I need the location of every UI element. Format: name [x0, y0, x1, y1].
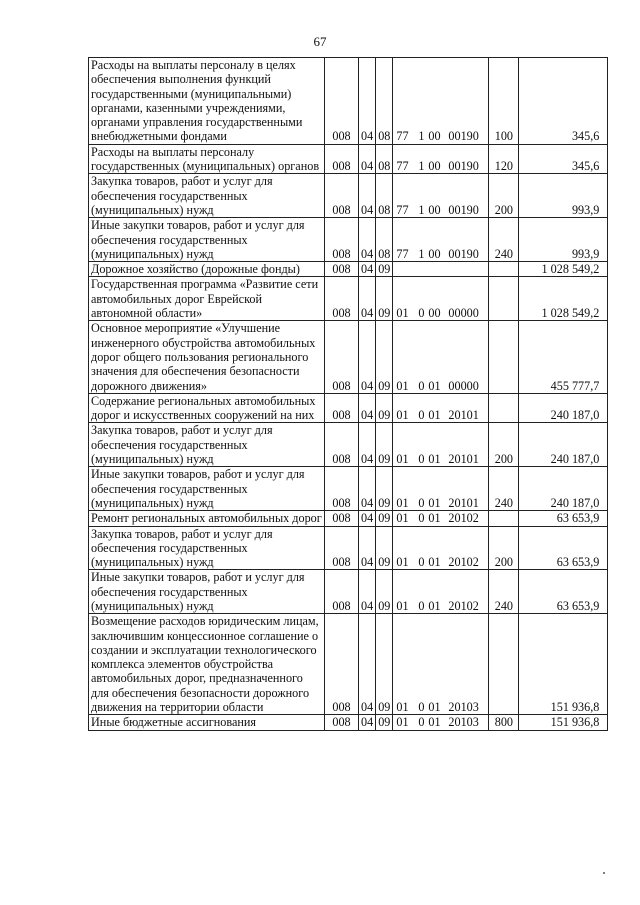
code-expense-type — [489, 277, 519, 321]
target-article-part: 01 — [396, 306, 409, 321]
target-article-part: 0 — [418, 555, 425, 570]
target-article-part: 0 — [418, 495, 425, 510]
code-expense-type: 200 — [489, 423, 519, 467]
code-section: 04 — [359, 277, 376, 321]
code-target-article — [393, 218, 489, 262]
row-amount: 63 653,9 — [519, 570, 608, 614]
table-row — [89, 262, 608, 277]
code-grbs: 008 — [325, 144, 359, 174]
row-amount: 151 936,8 — [519, 715, 608, 730]
target-article-part: 00 — [428, 306, 441, 321]
code-section: 04 — [359, 144, 376, 174]
target-article-part: 1 — [418, 246, 425, 261]
code-target-article — [393, 526, 489, 570]
code-section: 04 — [359, 511, 376, 526]
code-section: 04 — [359, 423, 376, 467]
target-article-part: 01 — [428, 378, 441, 393]
code-grbs: 008 — [325, 321, 359, 393]
scan-speck — [603, 872, 605, 874]
target-article-part: 0 — [418, 700, 425, 715]
code-section: 04 — [359, 467, 376, 511]
target-article-part: 20102 — [448, 511, 479, 526]
target-article-part: 00 — [428, 246, 441, 261]
target-article-part: 0 — [418, 306, 425, 321]
code-expense-type — [489, 511, 519, 526]
code-section: 04 — [359, 526, 376, 570]
code-section: 04 — [359, 262, 376, 277]
code-section: 04 — [359, 715, 376, 730]
code-target-article — [393, 511, 489, 526]
page-number: 67 — [313, 34, 327, 49]
target-article-part: 01 — [396, 495, 409, 510]
code-target-article — [393, 321, 489, 393]
code-subsection: 09 — [376, 614, 393, 715]
code-expense-type: 240 — [489, 218, 519, 262]
row-amount: 63 653,9 — [519, 511, 608, 526]
target-article-part: 01 — [428, 452, 441, 467]
target-article-part: 20103 — [448, 715, 479, 730]
code-subsection: 08 — [376, 58, 393, 145]
target-article-part: 01 — [428, 495, 441, 510]
target-article-part: 01 — [396, 555, 409, 570]
code-section: 04 — [359, 570, 376, 614]
code-section: 04 — [359, 174, 376, 218]
target-article-part: 00 — [428, 159, 441, 174]
table-row — [89, 526, 608, 570]
target-article-part: 01 — [396, 378, 409, 393]
row-name: Содержание региональных автомобильных дорог и искусственных сооружений на них — [89, 393, 325, 423]
code-expense-type: 800 — [489, 715, 519, 730]
code-target-article — [393, 174, 489, 218]
target-article-part: 20101 — [448, 495, 479, 510]
code-target-article — [393, 423, 489, 467]
row-amount: 1 028 549,2 — [519, 277, 608, 321]
target-article-part: 77 — [396, 202, 409, 217]
target-article-part: 01 — [396, 700, 409, 715]
target-article-part: 77 — [396, 159, 409, 174]
code-expense-type: 240 — [489, 570, 519, 614]
table-row — [89, 614, 608, 715]
row-name: Иные закупки товаров, работ и услуг для обеспечения государственных (муниципальных) нужд — [89, 570, 325, 614]
code-target-article — [393, 570, 489, 614]
target-article-part: 01 — [396, 511, 409, 526]
code-expense-type: 100 — [489, 58, 519, 145]
row-name: Расходы на выплаты персоналу государственных (муниципальных) органов — [89, 144, 325, 174]
table-row — [89, 570, 608, 614]
code-expense-type: 200 — [489, 526, 519, 570]
row-amount: 345,6 — [519, 58, 608, 145]
target-article-part: 1 — [418, 159, 425, 174]
row-amount: 455 777,7 — [519, 321, 608, 393]
target-article-part: 0 — [418, 715, 425, 730]
code-expense-type — [489, 614, 519, 715]
target-article-part: 01 — [428, 598, 441, 613]
code-grbs: 008 — [325, 58, 359, 145]
table-row — [89, 393, 608, 423]
row-name: Государственная программа «Развитие сети автомобильных дорог Еврейской автономной области» — [89, 277, 325, 321]
target-article-part: 0 — [418, 452, 425, 467]
code-expense-type: 200 — [489, 174, 519, 218]
row-name: Расходы на выплаты персоналу в целях обеспечения выполнения функций государственными (муниципальными) органами, казенными учреждениями, органами управления государственными внебюджетными фондами — [89, 58, 325, 145]
row-name: Закупка товаров, работ и услуг для обеспечения государственных (муниципальных) нужд — [89, 423, 325, 467]
target-article-part: 00000 — [448, 378, 479, 393]
target-article-part: 00190 — [448, 159, 479, 174]
code-subsection: 08 — [376, 144, 393, 174]
target-article-part: 01 — [428, 700, 441, 715]
table-row — [89, 511, 608, 526]
code-grbs: 008 — [325, 614, 359, 715]
code-subsection: 08 — [376, 218, 393, 262]
row-amount: 151 936,8 — [519, 614, 608, 715]
row-amount: 240 187,0 — [519, 393, 608, 423]
row-name: Ремонт региональных автомобильных дорог — [89, 511, 325, 526]
target-article-part: 20102 — [448, 555, 479, 570]
code-grbs: 008 — [325, 570, 359, 614]
row-name: Основное мероприятие «Улучшение инженерного обустройства автомобильных дорог общего пользования регионального значения для обеспечения безопасности дорожного движения» — [89, 321, 325, 393]
row-name: Дорожное хозяйство (дорожные фонды) — [89, 262, 325, 277]
code-grbs: 008 — [325, 467, 359, 511]
target-article-part: 01 — [396, 715, 409, 730]
code-expense-type: 240 — [489, 467, 519, 511]
target-article-part: 01 — [396, 408, 409, 423]
code-grbs: 008 — [325, 218, 359, 262]
code-expense-type: 120 — [489, 144, 519, 174]
code-expense-type — [489, 393, 519, 423]
row-name: Иные бюджетные ассигнования — [89, 715, 325, 730]
code-grbs: 008 — [325, 511, 359, 526]
code-subsection: 09 — [376, 262, 393, 277]
code-subsection: 09 — [376, 277, 393, 321]
code-subsection: 09 — [376, 467, 393, 511]
code-subsection: 09 — [376, 393, 393, 423]
row-amount: 1 028 549,2 — [519, 262, 608, 277]
table-row — [89, 218, 608, 262]
target-article-part: 00190 — [448, 246, 479, 261]
row-name: Иные закупки товаров, работ и услуг для обеспечения государственных (муниципальных) нужд — [89, 467, 325, 511]
target-article-part: 00190 — [448, 129, 479, 144]
code-grbs: 008 — [325, 393, 359, 423]
target-article-part: 01 — [428, 408, 441, 423]
table-row — [89, 321, 608, 393]
target-article-part: 77 — [396, 246, 409, 261]
code-grbs: 008 — [325, 715, 359, 730]
code-section: 04 — [359, 393, 376, 423]
budget-table — [88, 57, 608, 731]
code-target-article — [393, 277, 489, 321]
target-article-part: 00 — [428, 202, 441, 217]
row-amount: 240 187,0 — [519, 423, 608, 467]
code-subsection: 09 — [376, 321, 393, 393]
target-article-part: 01 — [428, 715, 441, 730]
code-subsection: 09 — [376, 526, 393, 570]
code-section: 04 — [359, 218, 376, 262]
code-target-article — [393, 715, 489, 730]
code-target-article — [393, 58, 489, 145]
row-name: Возмещение расходов юридическим лицам, заключившим концессионное соглашение о создании и эксплуатации технологического комплекса элементов обустройства автомобильных дорог, предназначенного для обеспечения безопасности дорожного движения на территории области — [89, 614, 325, 715]
row-name: Закупка товаров, работ и услуг для обеспечения государственных (муниципальных) нужд — [89, 526, 325, 570]
code-target-article — [393, 262, 489, 277]
target-article-part: 0 — [418, 408, 425, 423]
table-row — [89, 423, 608, 467]
code-section: 04 — [359, 58, 376, 145]
code-grbs: 008 — [325, 526, 359, 570]
code-target-article — [393, 467, 489, 511]
target-article-part: 01 — [428, 555, 441, 570]
row-amount: 63 653,9 — [519, 526, 608, 570]
table-row — [89, 144, 608, 174]
target-article-part: 00000 — [448, 306, 479, 321]
target-article-part: 1 — [418, 129, 425, 144]
code-subsection: 09 — [376, 423, 393, 467]
row-amount: 240 187,0 — [519, 467, 608, 511]
table-row — [89, 58, 608, 145]
code-expense-type — [489, 262, 519, 277]
target-article-part: 0 — [418, 378, 425, 393]
target-article-part: 01 — [396, 598, 409, 613]
code-grbs: 008 — [325, 262, 359, 277]
code-expense-type — [489, 321, 519, 393]
target-article-part: 20102 — [448, 598, 479, 613]
target-article-part: 20101 — [448, 408, 479, 423]
code-section: 04 — [359, 614, 376, 715]
code-section: 04 — [359, 321, 376, 393]
table-row — [89, 715, 608, 730]
row-amount: 993,9 — [519, 218, 608, 262]
row-name: Закупка товаров, работ и услуг для обеспечения государственных (муниципальных) нужд — [89, 174, 325, 218]
code-grbs: 008 — [325, 174, 359, 218]
target-article-part: 00 — [428, 129, 441, 144]
code-subsection: 09 — [376, 715, 393, 730]
row-amount: 993,9 — [519, 174, 608, 218]
target-article-part: 0 — [418, 511, 425, 526]
code-target-article — [393, 144, 489, 174]
code-subsection: 09 — [376, 511, 393, 526]
row-name: Иные закупки товаров, работ и услуг для обеспечения государственных (муниципальных) нужд — [89, 218, 325, 262]
target-article-part: 01 — [428, 511, 441, 526]
table-row — [89, 277, 608, 321]
target-article-part: 77 — [396, 129, 409, 144]
code-target-article — [393, 393, 489, 423]
target-article-part: 20101 — [448, 452, 479, 467]
target-article-part: 20103 — [448, 700, 479, 715]
target-article-part: 01 — [396, 452, 409, 467]
code-grbs: 008 — [325, 277, 359, 321]
table-row — [89, 467, 608, 511]
target-article-part: 00190 — [448, 202, 479, 217]
code-target-article — [393, 614, 489, 715]
target-article-part: 1 — [418, 202, 425, 217]
code-subsection: 08 — [376, 174, 393, 218]
code-subsection: 09 — [376, 570, 393, 614]
code-grbs: 008 — [325, 423, 359, 467]
row-amount: 345,6 — [519, 144, 608, 174]
table-row — [89, 174, 608, 218]
target-article-part: 0 — [418, 598, 425, 613]
